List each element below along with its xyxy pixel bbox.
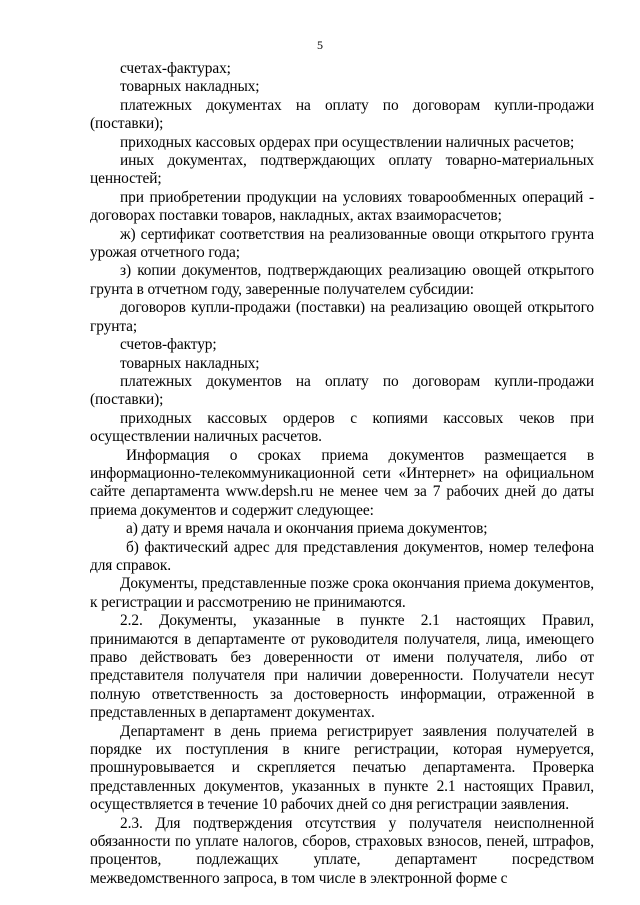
paragraph: Департамент в день приема регистрирует заявления получателей в порядке их поступления в книге регистрации, которая нумеруется, прошнуровывается и скрепляется печатью департамента. Проверка представленных документов, указанных в пункте 2.1 настоящих Правил, осуществляется в течение 10 рабочих дней со дня регистрации заявления. [90,722,594,814]
document-body [90,60,594,888]
paragraph: ж) сертификат соответствия на реализованные овощи открытого грунта урожая отчетного года; [90,225,594,262]
paragraph: при приобретении продукции на условиях товарообменных операций - договорах поставки товаров, накладных, актах взаиморасчетов; [90,188,594,225]
paragraph: приходных кассовых ордерах при осуществлении наличных расчетов; [120,133,575,151]
paragraph: счетов-фактур; [120,336,217,354]
paragraph: а) дату и время начала и окончания приема документов; [126,520,488,538]
paragraph: иных документах, подтверждающих оплату товарно-материальных ценностей; [90,152,594,188]
paragraph: Документы, представленные позже срока окончания приема документов, к регистрации и рассмотрению не принимаются. [90,575,594,611]
paragraph: товарных накладных; [120,354,260,372]
paragraph: счетах-фактурах; [120,60,231,77]
page-number: 5 [317,38,323,52]
paragraph: з) копии документов, подтверждающих реализацию овощей открытого грунта в отчетном году, заверенные получателем субсидии: [90,262,594,298]
paragraph: платежных документов на оплату по договорам купли-продажи (поставки); [90,372,594,409]
paragraph: 2.3. Для подтверждения отсутствия у получателя неисполненной обязанности по уплате налогов, сборов, страховых взносов, пеней, штрафов, процентов, подлежащих уплате, департамент посредством межведомственного запроса, в том числе в электронной форме с [90,814,594,887]
paragraph: платежных документах на оплату по договорам купли-продажи (поставки); [90,96,594,133]
paragraph: б) фактический адрес для представления документов, номер телефона для справок. [90,538,594,574]
paragraph: договоров купли-продажи (поставки) на реализацию овощей открытого грунта; [90,299,594,335]
paragraph: товарных накладных; [120,78,260,96]
paragraph: Информация о сроках приема документов размещается в информационно-телекоммуникационной сети «Интернет» на официальном сайте департамента www.depsh.ru не менее чем за 7 рабочих дней до даты приема документов и содержит следующее: [90,446,594,519]
paragraph: приходных кассовых ордеров с копиями кассовых чеков при осуществлении наличных расчетов. [90,409,594,446]
paragraph: 2.2. Документы, указанные в пункте 2.1 настоящих Правил, принимаются в департаменте от руководителя получателя, лица, имеющего право действовать без доверенности от имени получателя, либо от представителя получателя при наличии доверенности. Получатели несут полную ответственность за достоверность информации, отраженной в представленных в департамент документах. [90,612,594,722]
